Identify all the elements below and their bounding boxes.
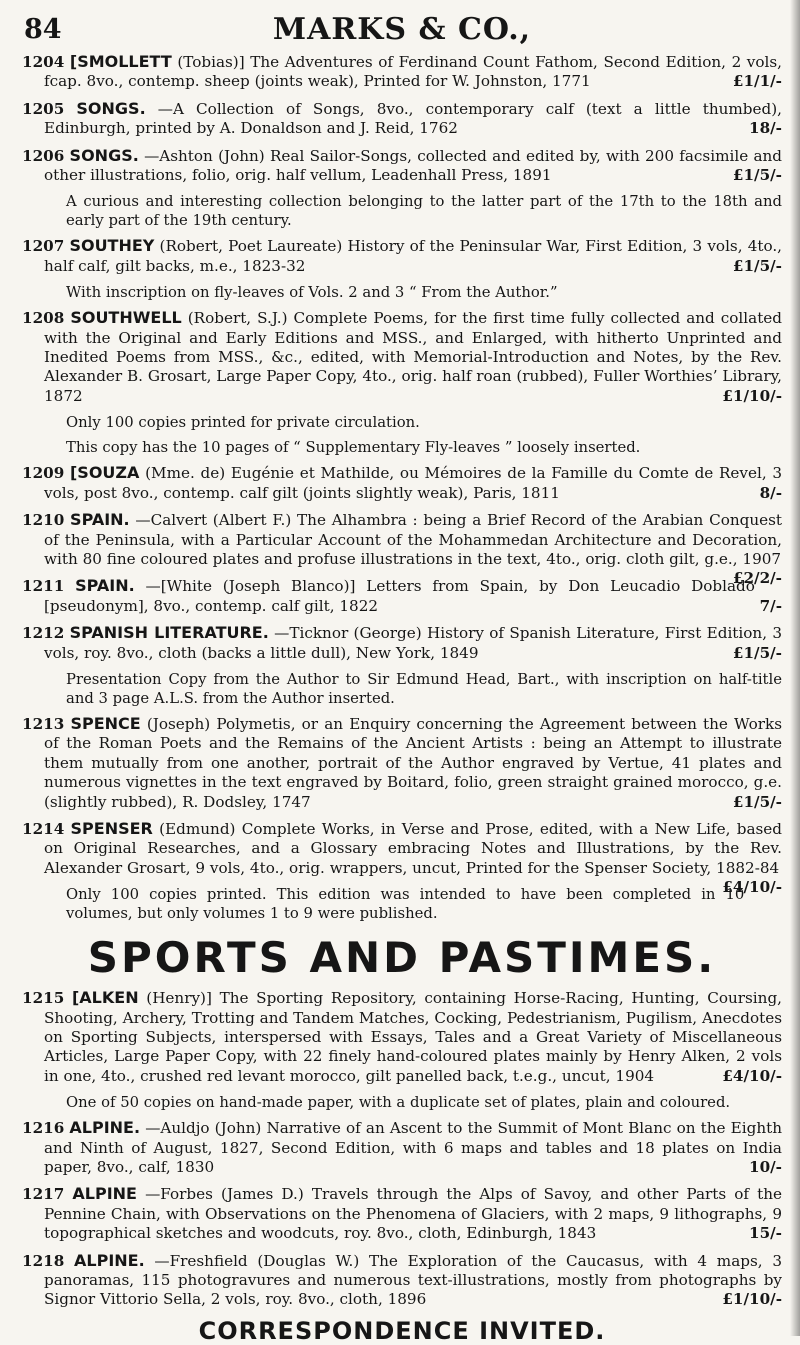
catalogue-entry bbox=[22, 236, 782, 276]
entry-price: £4/10/- bbox=[744, 1067, 782, 1086]
entry-price: £1/5/- bbox=[755, 257, 782, 276]
entry-headword: SONGS. bbox=[76, 99, 145, 118]
entry-price: 15/- bbox=[771, 1224, 782, 1243]
catalogue-entry bbox=[22, 1251, 782, 1310]
catalogue-entry bbox=[22, 510, 782, 569]
entry-number: 1209 bbox=[22, 464, 64, 482]
page-edge-shadow bbox=[790, 0, 800, 1336]
entry-description: —Ashton (John) Real Sailor-Songs, collected and edited by, with 200 facsimile and other illustrations, folio, orig. half vellum, Leadenhall Press, 1891 bbox=[44, 147, 782, 184]
catalogue-entry bbox=[22, 1184, 782, 1243]
entry-headword: SPAIN. bbox=[75, 576, 135, 595]
entry-number: 1204 bbox=[22, 53, 64, 71]
entry-number: 1207 bbox=[22, 237, 64, 255]
entry-description: —Forbes (James D.) Travels through the Alps of Savoy, and other Parts of the Pennine Chain, with Observations on the Phenomena of Glaciers, with 2 maps, 9 lithographs, 9 topographical sketches and woodcuts, roy. 8vo., cloth, Edinburgh, 1843 bbox=[44, 1185, 782, 1242]
footer-title: CORRESPONDENCE INVITED. bbox=[22, 1317, 782, 1345]
entry-number: 1213 bbox=[22, 715, 64, 733]
entry-price: £2/2/- bbox=[755, 569, 782, 588]
entry-description: (Robert, Poet Laureate) History of the Peninsular War, First Edition, 3 vols, 4to., half calf, gilt backs, m.e., 1823-32 bbox=[44, 237, 782, 274]
entry-number: 1216 bbox=[22, 1119, 64, 1137]
entry-headword: [SOUZA bbox=[70, 463, 139, 482]
catalogue-entry bbox=[22, 463, 782, 503]
catalogue-entry bbox=[22, 146, 782, 186]
entry-number: 1208 bbox=[22, 309, 64, 327]
catalogue-entry bbox=[22, 576, 782, 616]
entry-headword: SOUTHWELL bbox=[70, 308, 181, 327]
catalogue-entry bbox=[22, 988, 782, 1086]
entry-headword: SPANISH LITERATURE. bbox=[70, 623, 269, 642]
catalogue-entry bbox=[22, 1118, 782, 1177]
entry-headword: ALPINE. bbox=[74, 1251, 145, 1270]
page-number: 84 bbox=[24, 14, 62, 45]
catalogue-entry bbox=[22, 819, 782, 878]
entry-description: (Joseph) Polymetis, or an Enquiry concerning the Agreement between the Works of the Roman Poets and the Remains of the Ancient Artists : being an Attempt to illustrate them mutually from one another, portrait of the Author engraved by Vertue, 41 plates and numerous vignettes in the text engraved by Boitard, folio, green straight grained morocco, g.e. (slightly rubbed), R. Dodsley, 1747 bbox=[44, 715, 782, 811]
entry-note: One of 50 copies on hand-made paper, with a duplicate set of plates, plain and coloured. bbox=[22, 1093, 782, 1112]
entry-description: (Tobias)] The Adventures of Ferdinand Count Fathom, Second Edition, 2 vols, fcap. 8vo., contemp. sheep (joints weak), Printed for W. Johnston, 1771 bbox=[44, 53, 782, 90]
entry-number: 1215 bbox=[22, 989, 64, 1007]
catalogue-entry bbox=[22, 308, 782, 406]
entry-description: (Edmund) Complete Works, in Verse and Prose, edited, with a New Life, based on Original Researches, and a Glossary embracing Notes and Illustrations, by the Rev. Alexander Grosart, 9 vols, 4to., orig. wrappers, uncut, Printed for the Spenser Society, 1882-84 bbox=[44, 820, 782, 877]
entry-description: —Freshfield (Douglas W.) The Exploration of the Caucasus, with 4 maps, 3 panoramas, 115 photogravures and numerous text-illustrations, mostly from photographs by Signor Vittorio Sella, 2 vols, roy. 8vo., cloth, 1896 bbox=[44, 1252, 782, 1309]
entry-description: (Henry)] The Sporting Repository, containing Horse-Racing, Hunting, Coursing, Shooting, Archery, Trotting and Tandem Matches, Cocking, Pedestrianism, Pugilism, Anecdotes on Sporting Subjects, interspersed with Essays, Tales and a Great Variety of Miscellaneous Articles, Large Paper Copy, with 22 finely hand-coloured plates mainly by Henry Alken, 2 vols in one, 4to., crushed red levant morocco, gilt panelled back, t.e.g., uncut, 1904 bbox=[44, 989, 782, 1085]
entry-note: A curious and interesting collection belonging to the latter part of the 17th to the 18th and early part of the 19th century. bbox=[22, 192, 782, 230]
catalogue-entry bbox=[22, 714, 782, 812]
entry-description: —Auldjo (John) Narrative of an Ascent to the Summit of Mont Blanc on the Eighth and Ninth of August, 1827, Second Edition, with 6 maps and tables and 18 plates on India paper, 8vo., calf, 1830 bbox=[44, 1119, 782, 1176]
page-header bbox=[22, 12, 782, 48]
entry-note: This copy has the 10 pages of “ Supplementary Fly-leaves ” loosely inserted. bbox=[22, 438, 782, 457]
entry-number: 1218 bbox=[22, 1252, 64, 1270]
entry-price: £1/5/- bbox=[755, 644, 782, 663]
entry-description: —Calvert (Albert F.) The Alhambra : being a Brief Record of the Arabian Conquest of the Peninsula, with a Particular Account of the Mohammedan Architecture and Decoration, with 80 fine coloured plates and profuse illustrations in the text, 4to., orig. cloth gilt, g.e., 1907 bbox=[44, 511, 782, 568]
entries-list bbox=[22, 52, 782, 923]
entry-price: £1/5/- bbox=[755, 166, 782, 185]
entry-number: 1206 bbox=[22, 147, 64, 165]
entry-price: 10/- bbox=[771, 1158, 782, 1177]
entry-headword: [ALKEN bbox=[72, 988, 139, 1007]
entry-price: £1/5/- bbox=[755, 793, 782, 812]
entry-price: £1/10/- bbox=[744, 1290, 782, 1309]
entry-description: (Mme. de) Eugénie et Mathilde, ou Mémoires de la Famille du Comte de Revel, 3 vols, post 8vo., contemp. calf gilt (joints slightly weak), Paris, 1811 bbox=[44, 464, 782, 501]
entry-price: £1/10/- bbox=[744, 387, 782, 406]
entry-note: Only 100 copies printed. This edition was intended to have been completed in 10 volumes, but only volumes 1 to 9 were published. bbox=[22, 885, 782, 923]
entries-list-sports bbox=[22, 988, 782, 1310]
entry-note: Only 100 copies printed for private circulation. bbox=[22, 413, 782, 432]
entry-description: —[White (Joseph Blanco)] Letters from Spain, by Don Leucadio Doblado [pseudonym], 8vo., contemp. calf gilt, 1822 bbox=[44, 577, 755, 614]
entry-headword: SPENSER bbox=[71, 819, 153, 838]
entry-number: 1214 bbox=[22, 820, 64, 838]
entry-description: —A Collection of Songs, 8vo., contemporary calf (text a little thumbed), Edinburgh, printed by A. Donaldson and J. Reid, 1762 bbox=[44, 100, 782, 137]
entry-headword: SONGS. bbox=[70, 146, 139, 165]
entry-price: £4/10/- bbox=[744, 878, 782, 897]
entry-headword: SOUTHEY bbox=[69, 236, 154, 255]
section-title: SPORTS AND PASTIMES. bbox=[22, 933, 782, 982]
entry-headword: SPAIN. bbox=[70, 510, 130, 529]
entry-number: 1210 bbox=[22, 511, 64, 529]
entry-description: —Ticknor (George) History of Spanish Literature, First Edition, 3 vols, roy. 8vo., cloth (backs a little dull), New York, 1849 bbox=[44, 624, 782, 661]
entry-price: £1/1/- bbox=[755, 72, 782, 91]
entry-note: Presentation Copy from the Author to Sir Edmund Head, Bart., with inscription on half-title and 3 page A.L.S. from the Author inserted. bbox=[22, 670, 782, 708]
entry-description: (Robert, S.J.) Complete Poems, for the first time fully collected and collated with the Original and Early Editions and MSS., and Enlarged, with hitherto Unprinted and Inedited Poems from MSS., &c., edited, with Memorial-Introduction and Notes, by the Rev. Alexander B. Grosart, Large Paper Copy, 4to., orig. half roan (rubbed), Fuller Worthies’ Library, 1872 bbox=[44, 309, 782, 405]
entry-number: 1212 bbox=[22, 624, 64, 642]
entry-headword: ALPINE. bbox=[69, 1118, 140, 1137]
catalogue-entry bbox=[22, 623, 782, 663]
entry-price: 18/- bbox=[771, 119, 782, 138]
running-head: MARKS & CO., bbox=[22, 12, 782, 47]
entry-headword: SPENCE bbox=[70, 714, 140, 733]
entry-number: 1211 bbox=[22, 577, 64, 595]
catalogue-entry bbox=[22, 52, 782, 92]
entry-number: 1217 bbox=[22, 1185, 64, 1203]
entry-headword: ALPINE bbox=[72, 1184, 137, 1203]
catalogue-entry bbox=[22, 99, 782, 139]
entry-note: With inscription on fly-leaves of Vols. 2 and 3 “ From the Author.” bbox=[22, 283, 782, 302]
entry-headword: [SMOLLETT bbox=[70, 52, 172, 71]
entry-number: 1205 bbox=[22, 100, 64, 118]
